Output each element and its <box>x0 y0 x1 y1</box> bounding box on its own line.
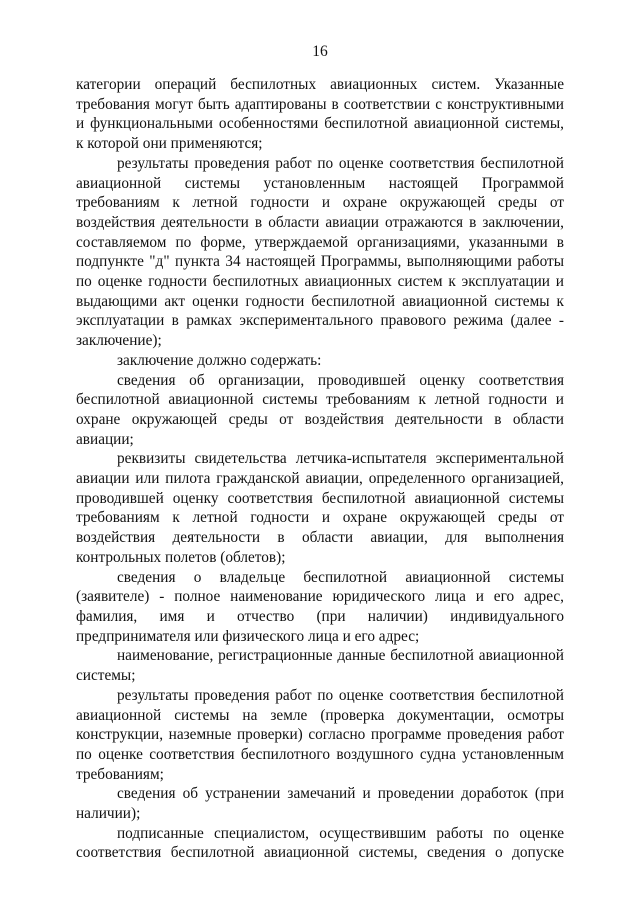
paragraph: сведения об организации, проводившей оценку соответствия беспилотной авиационной системы требованиям к летной годности и охране окружающей среды от воздействия деятельности в области авиации; <box>76 371 564 448</box>
page-number: 16 <box>312 43 328 60</box>
paragraph: наименование, регистрационные данные беспилотной авиационной системы; <box>76 647 564 685</box>
paragraph: подписанные специалистом, осуществившим работы по оценке соответствия беспилотной авиационной системы, сведения о допуске <box>76 824 564 862</box>
paragraph: сведения о владельце беспилотной авиационной системы (заявителе) - полное наименование юридического лица и его адрес, фамилия, имя и отчество (при наличии) индивидуального предпринимателя или физического лица и его адрес; <box>76 568 564 645</box>
document-body <box>76 75 564 863</box>
paragraph: результаты проведения работ по оценке соответствия беспилотной авиационной системы на земле (проверка документации, осмотры конструкции, наземные проверки) согласно программе проведения работ по оценке соответствия беспилотного воздушного судна установленным требованиям; <box>76 686 564 783</box>
paragraph: категории операций беспилотных авиационных систем. Указанные требования могут быть адаптированы в соответствии с конструктивными и функциональными особенностями беспилотной авиационной системы, к которой они применяются; <box>76 76 564 153</box>
paragraph: реквизиты свидетельства летчика-испытателя экспериментальной авиации или пилота гражданской авиации, определенного организацией, проводившей оценку соответствия беспилотной авиационной системы требованиям к летной годности и охране окружающей среды от воздействия деятельности в области авиации, для выполнения контрольных полетов (облетов); <box>76 450 564 566</box>
paragraph: результаты проведения работ по оценке соответствия беспилотной авиационной системы установленным настоящей Программой требованиям к летной годности и охране окружающей среды от воздействия деятельности в области авиации отражаются в заключении, составляемом по форме, утверждаемой организациями, указанными в подпункте "д" пункта 34 настоящей Программы, выполняющими работы по оценке годности беспилотных авиационных систем к эксплуатации и выдающими акт оценки годности беспилотной авиационной системы к эксплуатации в рамках экспериментального правового режима (далее - заключение); <box>76 154 564 350</box>
paragraph: заключение должно содержать: <box>117 351 322 369</box>
paragraph: сведения об устранении замечаний и проведении доработок (при наличии); <box>76 785 564 823</box>
